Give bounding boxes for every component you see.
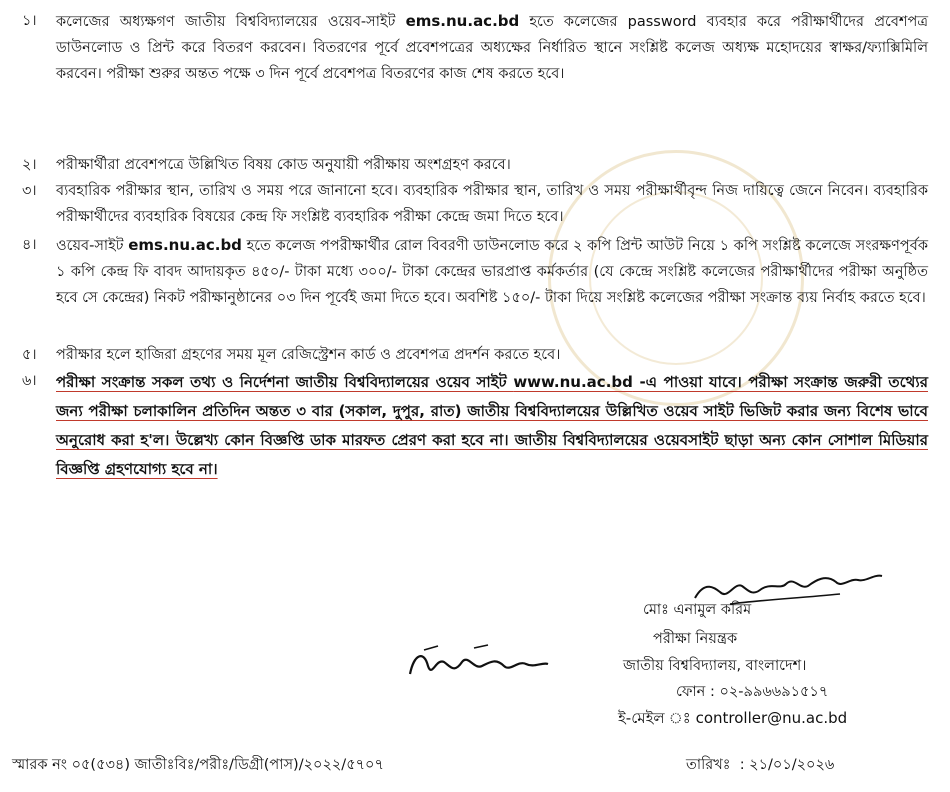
signature-block xyxy=(643,596,751,654)
item-number: ৫। xyxy=(22,347,37,363)
memo-number: স্মারক নং ০৫(৫৩৪) জাতীঃবিঃ/পরীঃ/ডিগ্রী(পাস)/২০২২/৫৭০৭ xyxy=(12,757,384,773)
signature-email-line xyxy=(618,704,847,733)
item-number: ৪। xyxy=(22,237,37,253)
item-number: ৬। xyxy=(22,373,37,389)
item-text: ওয়েব-সাইট ems.nu.ac.bd হতে কলেজ পপরীক্ষার্থীর রোল বিবরণী ডাউনলোড করে ২ কপি প্রিন্ট আউট নিয়ে ১ কপি সংশ্লিষ্ট কলেজে সংরক্ষণপূর্বক ১ কপি কেন্দ্র ফি বাবদ আদায়কৃত ৪৫০/- টাকা মধ্যে ৩০০/- টাকা কেন্দ্রের ভারপ্রাপ্ত কর্মকর্তার (যে কেন্দ্রে সংশ্লিষ্ট কলেজের পরীক্ষার্থীদের পরীক্ষা অনুষ্ঠিত হবে সে কেন্দ্রের) নিকট পরীক্ষানুষ্ঠানের ০৩ দিন পূর্বেই জমা দিতে হবে। অবশিষ্ট ১৫০/- টাকা দিয়ে সংশ্লিষ্ট কলেজের পরীক্ষা সংক্রান্ত ব্যয় নির্বাহ করতে হবে। xyxy=(56,236,928,306)
item-text: পরীক্ষা সংক্রান্ত সকল তথ্য ও নির্দেশনা জাতীয় বিশ্ববিদ্যালয়ের ওয়েব সাইট www.nu.ac.bd -এ পাওয়া যাবে। পরীক্ষা সংক্রান্ত জরুরী তথ্যের জন্য পরীক্ষা চলাকালিন প্রতিদিন অন্তত ৩ বার (সকাল, দুপুর, রাত) জাতীয় বিশ্ববিদ্যালয়ের উল্লিখিত ওয়েব সাইট ভিজিট করার জন্য বিশেষ ভাবে অনুরোধ করা হ'ল। উল্লেখ্য কোন বিজ্ঞপ্তি ডাক মারফত প্রেরণ করা হবে না। জাতীয় বিশ্ববিদ্যালয়ের ওয়েবসাইট ছাড়া অন্য কোন সোশাল মিডিয়ার বিজ্ঞপ্তি গ্রহণযোগ্য হবে না। xyxy=(56,373,928,478)
item-text: ব্যবহারিক পরীক্ষার স্থান, তারিখ ও সময় পরে জানানো হবে। ব্যবহারিক পরীক্ষার স্থান, তারিখ ও সময় পরীক্ষার্থীবৃন্দ নিজ দায়িত্বে জেনে নিবেন। ব্যবহারিক পরীক্ষার্থীদের ব্যবহারিক বিষয়ের কেন্দ্র ফি সংশ্লিষ্ট ব্যবহারিক পরীক্ষা কেন্দ্রে জমা দিতে হবে। xyxy=(56,183,928,225)
instruction-item-2 xyxy=(22,152,928,178)
date-label: তারিখঃ xyxy=(686,757,731,773)
website-link[interactable]: ems.nu.ac.bd xyxy=(405,12,520,30)
signature-phone: ফোন : ০২-৯৯৬৬৯১৫১৭ xyxy=(676,684,829,700)
instruction-item-6 xyxy=(22,368,928,484)
item-number: ১। xyxy=(22,13,37,29)
instruction-item-4 xyxy=(22,232,928,311)
website-link[interactable]: www.nu.ac.bd xyxy=(513,373,633,391)
item-text: পরীক্ষার হলে হাজিরা গ্রহণের সময় মূল রেজিস্ট্রেশন কার্ড ও প্রবেশপত্র প্রদর্শন করতে হবে। xyxy=(56,347,561,363)
signature-institution: জাতীয় বিশ্ববিদ্যালয়, বাংলাদেশ। xyxy=(623,658,807,674)
initial-signature xyxy=(404,640,554,686)
instruction-item-1 xyxy=(22,8,928,87)
instruction-item-3 xyxy=(22,178,928,230)
signatory-name: মোঃ এনামুল করিম xyxy=(643,602,752,618)
website-link[interactable]: ems.nu.ac.bd xyxy=(128,236,242,254)
instruction-item-5 xyxy=(22,342,928,368)
issue-date xyxy=(686,754,834,778)
email-label: ই-মেইল ঃ xyxy=(618,709,696,727)
email-address[interactable]: controller@nu.ac.bd xyxy=(695,709,848,727)
item-number: ২। xyxy=(22,157,37,173)
item-text: কলেজের অধ্যক্ষগণ জাতীয় বিশ্ববিদ্যালয়ের ওয়েব-সাইট ems.nu.ac.bd হতে কলেজের password ব্যবহার করে পরীক্ষার্থীদের প্রবেশপত্র ডাউনলোড ও প্রিন্ট করে বিতরণ করবেন। বিতরণের পূর্বে প্রবেশপত্রের অধ্যক্ষের নির্ধারিত স্থানে সংশ্লিষ্ট কলেজ অধ্যক্ষ মহোদয়ের স্বাক্ষর/ফ্যাক্সিমিলি করবেন। পরীক্ষা শুরুর অন্তত পক্ষে ৩ দিন পূর্বে প্রবেশপত্র বিতরণের কাজ শেষ করতে হবে। xyxy=(56,12,928,82)
signatory-designation: পরীক্ষা নিয়ন্ত্রক xyxy=(653,631,738,647)
item-number: ৩। xyxy=(22,183,37,199)
item-text: পরীক্ষার্থীরা প্রবেশপত্রে উল্লিখিত বিষয় কোড অনুযায়ী পরীক্ষায় অংশগ্রহণ করবে। xyxy=(56,157,511,173)
date-value: : ২১/০১/২০২৬ xyxy=(739,757,835,773)
